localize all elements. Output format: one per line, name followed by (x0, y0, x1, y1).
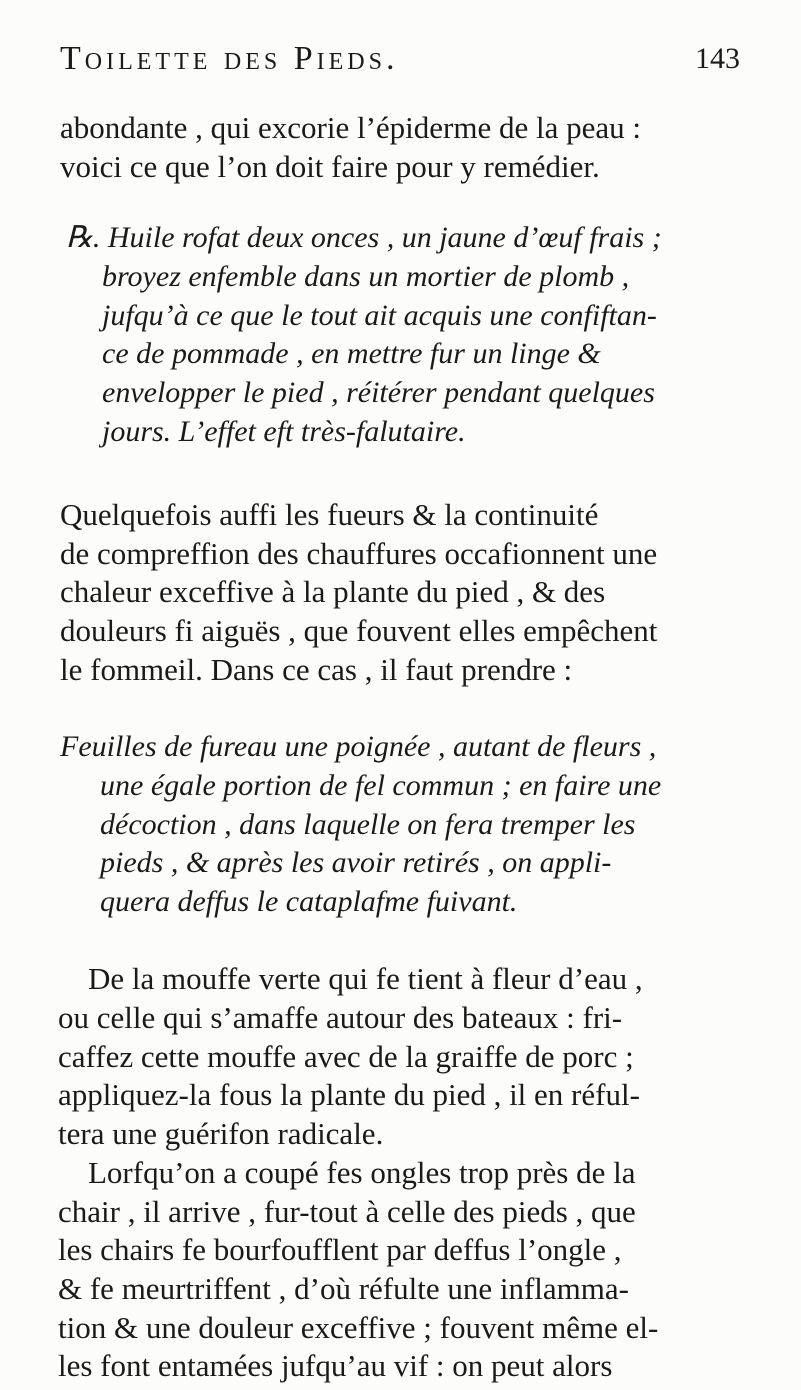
text-line: chair , il arrive , fur-tout à celle des pieds , que (58, 1193, 636, 1229)
recipe-line: Feuilles de fureau une poignée , autant de fleurs , (60, 730, 657, 764)
recipe-line: une égale portion de fel commun ; en faire une (100, 768, 662, 802)
text-line: & fe meurtriffent , d’où réfulte une inflamma- (58, 1270, 629, 1306)
text-line: voici ce que l’on doit faire pour y remédier. (60, 148, 600, 184)
recipe-line: décoction , dans laquelle on fera tremper les (100, 807, 636, 841)
text-line: De la mouffe verte qui fe tient à fleur d’eau , (88, 961, 643, 997)
recipe-line: envelopper le pied , réitérer pendant quelques (102, 376, 655, 410)
text-line: de compreffion des chauffures occafionnent une (60, 535, 658, 571)
recipe-line: ce de pommade , en mettre fur un linge & (102, 337, 601, 371)
text-line: les chairs fe bourfoufflent par deffus l’ongle , (58, 1232, 622, 1268)
recipe-line: pieds , & après les avoir retirés , on appli- (100, 846, 612, 880)
text-line: abondante , qui excorie l’épiderme de la peau : (60, 110, 641, 145)
text-line: tera une guérifon radicale. (58, 1116, 384, 1152)
page-header (60, 40, 740, 88)
text-line: chaleur exceffive à la plante du pied , & des (60, 574, 606, 610)
text-line: les font entamées jufqu’au vif : on peut alors (58, 1348, 613, 1384)
page-number: 143 (695, 42, 740, 75)
recipe-line: broyez enfemble dans un mortier de plomb , (102, 259, 630, 293)
text-line: ou celle qui s’amaffe autour des bateaux : fri- (58, 1000, 623, 1036)
recipe-line: jours. L’effet eft très-falutaire. (102, 414, 466, 448)
text-line: Quelquefois auffi les fueurs & la continuité (60, 496, 599, 532)
running-title: Toilette des Pieds. (60, 40, 399, 77)
text-line: le fommeil. Dans ce cas , il faut prendre : (60, 651, 573, 687)
text-line: tion & une douleur exceffive ; fouvent même el- (58, 1309, 659, 1345)
text-line: caffez cette mouffe avec de la graiffe de porc ; (58, 1038, 634, 1074)
recipe-line: jufqu’à ce que le tout ait acquis une confiftan- (102, 298, 657, 332)
text-line: Lorfqu’on a coupé fes ongles trop près de la (88, 1154, 636, 1190)
text-line: appliquez-la fous la plante du pied , il en réful- (58, 1077, 640, 1113)
text-line: douleurs fi aiguës , que fouvent elles empêchent (60, 613, 658, 649)
recipe-line: quera deffus le cataplafme fuivant. (100, 884, 518, 918)
recipe-line: ℞. Huile rofat deux onces , un jaune d’œuf frais ; (66, 221, 662, 255)
